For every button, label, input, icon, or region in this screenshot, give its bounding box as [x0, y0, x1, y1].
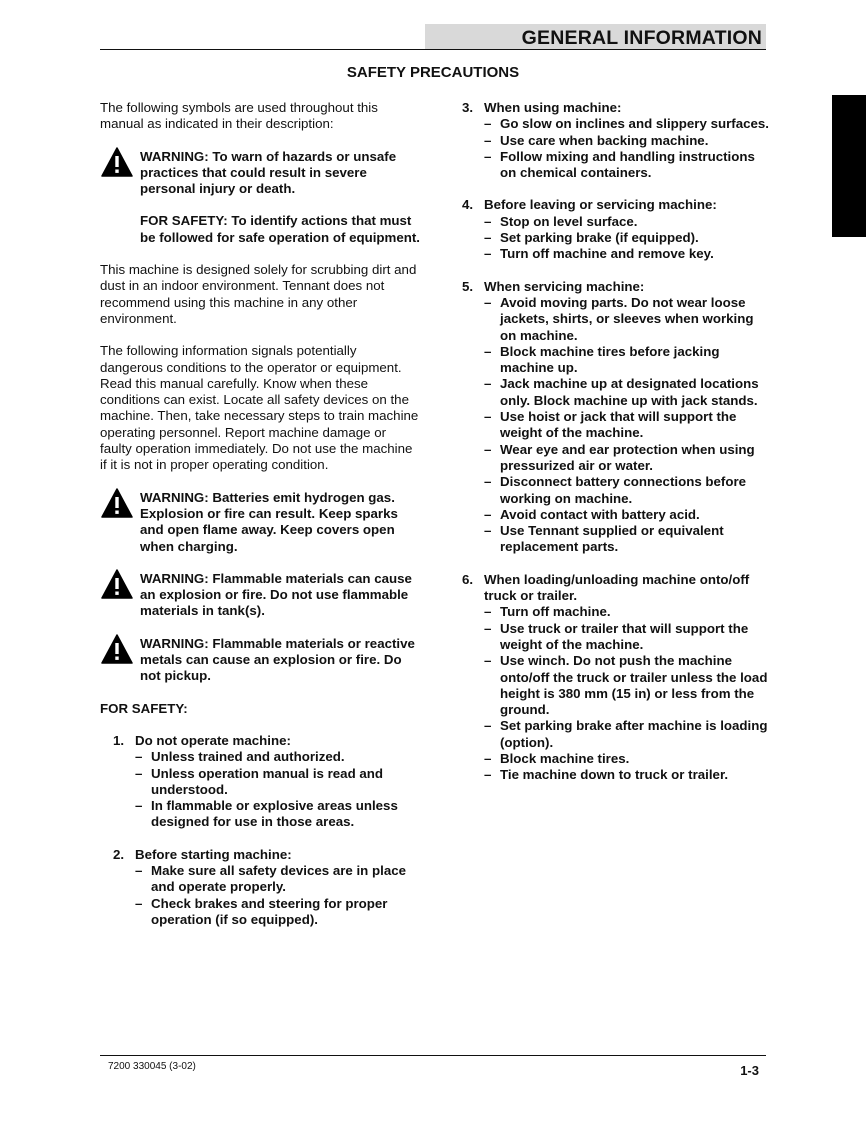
warning-batteries-text: WARNING: Batteries emit hydrogen gas. Explosion or fire can result. Keep sparks and open flame away. Keep covers open when charging. — [140, 489, 398, 554]
warning-triangle-icon — [101, 634, 133, 664]
right-column — [462, 100, 772, 800]
for-safety-definition: FOR SAFETY: To identify actions that must be followed for safe operation of equipment. — [140, 213, 420, 245]
item-number: 1. — [113, 732, 125, 748]
section-header-title: GENERAL INFORMATION — [521, 27, 762, 49]
bullet-item: – Avoid moving parts. Do not wear loose jackets, shirts, or sleeves when working on machine. — [484, 295, 772, 344]
warning-triangle-icon — [101, 569, 133, 599]
bullet-item: – Use winch. Do not push the machine onto/off the truck or trailer unless the load height is 380 mm (15 in) or less from the ground. — [484, 653, 772, 718]
warning-reactive-metals-text: WARNING: Flammable materials or reactive metals can cause an explosion or fire. Do not pickup. — [140, 635, 415, 684]
safety-item-4 — [462, 197, 772, 262]
item-bullets — [462, 116, 772, 181]
warning-definition — [100, 149, 420, 198]
page-title-text: SAFETY PRECAUTIONS — [346, 64, 520, 81]
bullet-item: – Turn off machine. — [484, 604, 772, 620]
chapter-tab-marker — [832, 95, 866, 237]
bullet-item: – Jack machine up at designated locations only. Block machine up with jack stands. — [484, 376, 772, 409]
bullet-item: – Avoid contact with battery acid. — [484, 507, 772, 523]
bullet-item: – Set parking brake (if equipped). — [484, 230, 772, 246]
left-numbered-list — [100, 733, 420, 928]
bullet-item: – Go slow on inclines and slippery surfaces. — [484, 116, 772, 132]
safety-item-6 — [462, 572, 772, 784]
bullet-item: – Turn off machine and remove key. — [484, 246, 772, 262]
item-title: Before leaving or servicing machine: — [484, 197, 717, 213]
item-bullets — [113, 749, 420, 830]
bullet-item: – Use truck or trailer that will support the weight of the machine. — [484, 621, 772, 654]
item-bullets — [462, 604, 772, 783]
warning-triangle-icon — [101, 147, 133, 177]
warning-flammable-tank-text: WARNING: Flammable materials can cause an explosion or fire. Do not use flammable materials in tank(s). — [140, 570, 412, 619]
item-title: When servicing machine: — [484, 278, 645, 294]
item-number: 3. — [462, 100, 474, 115]
bullet-item: – Block machine tires before jacking machine up. — [484, 344, 772, 377]
bullet-item: – Block machine tires. — [484, 751, 772, 767]
item-title: Do not operate machine: — [135, 732, 291, 748]
safety-item-5 — [462, 279, 772, 556]
warning-flammable-tank — [100, 571, 420, 620]
bullet-item: – Use Tennant supplied or equivalent replacement parts. — [484, 523, 772, 556]
safety-item-2 — [113, 847, 420, 928]
item-bullets — [113, 863, 420, 928]
footer-rule — [100, 1055, 766, 1056]
bullet-item: – Stop on level surface. — [484, 214, 772, 230]
left-column — [100, 100, 420, 944]
warning-reactive-metals — [100, 636, 420, 685]
item-bullets — [462, 214, 772, 263]
warning-batteries — [100, 490, 420, 555]
bullet-item: – Make sure all safety devices are in place and operate properly. — [135, 863, 420, 896]
page-number: 1-3 — [740, 1063, 759, 1078]
bullet-item: – Set parking brake after machine is loading (option). — [484, 718, 772, 751]
bullet-item: – Check brakes and steering for proper operation (if so equipped). — [135, 896, 420, 929]
bullet-item: – Unless trained and authorized. — [135, 749, 420, 765]
bullet-item: – Use hoist or jack that will support the weight of the machine. — [484, 409, 772, 442]
warning-triangle-icon — [101, 488, 133, 518]
safety-item-3 — [462, 100, 772, 181]
bullet-item: – Unless operation manual is read and understood. — [135, 766, 420, 799]
bullet-item: – Tie machine down to truck or trailer. — [484, 767, 772, 783]
item-number: 2. — [113, 846, 125, 862]
item-title: Before starting machine: — [135, 846, 292, 862]
item-number: 5. — [462, 278, 474, 294]
bullet-item: – Disconnect battery connections before working on machine. — [484, 474, 772, 507]
bullet-item: – Use care when backing machine. — [484, 133, 772, 149]
page-title — [0, 64, 866, 81]
hazard-signals-paragraph: The following information signals potentially dangerous conditions to the operator or equipment. Read this manual carefully. Know when these conditions can exist. Locate all safety devices on the machine. Then, take necessary steps to train machine operating personnel. Report machine damage or faulty operation immediately. Do not use the machine if it is not in proper operating condition. — [100, 343, 419, 473]
item-number: 6. — [462, 571, 474, 587]
header-rule — [100, 49, 766, 50]
item-title: When loading/unloading machine onto/off truck or trailer. — [484, 571, 750, 604]
item-number: 4. — [462, 197, 474, 213]
bullet-item: – In flammable or explosive areas unless designed for use in those areas. — [135, 798, 420, 831]
bullet-item: – Follow mixing and handling instructions on chemical containers. — [484, 149, 772, 182]
warning-definition-text: WARNING: To warn of hazards or unsafe practices that could result in severe personal injury or death. — [140, 148, 397, 197]
document-id: 7200 330045 (3-02) — [108, 1061, 196, 1072]
intro-paragraph: The following symbols are used throughout this manual as indicated in their description: — [100, 100, 378, 132]
item-title: When using machine: — [484, 100, 622, 115]
bullet-item: – Wear eye and ear protection when using pressurized air or water. — [484, 442, 772, 475]
usage-paragraph: This machine is designed solely for scrubbing dirt and dust in an indoor environment. Tennant does not recommend using this machine in any other environment. — [100, 262, 417, 326]
item-bullets — [462, 295, 772, 556]
safety-item-1 — [113, 733, 420, 831]
for-safety-heading: FOR SAFETY: — [100, 700, 188, 716]
